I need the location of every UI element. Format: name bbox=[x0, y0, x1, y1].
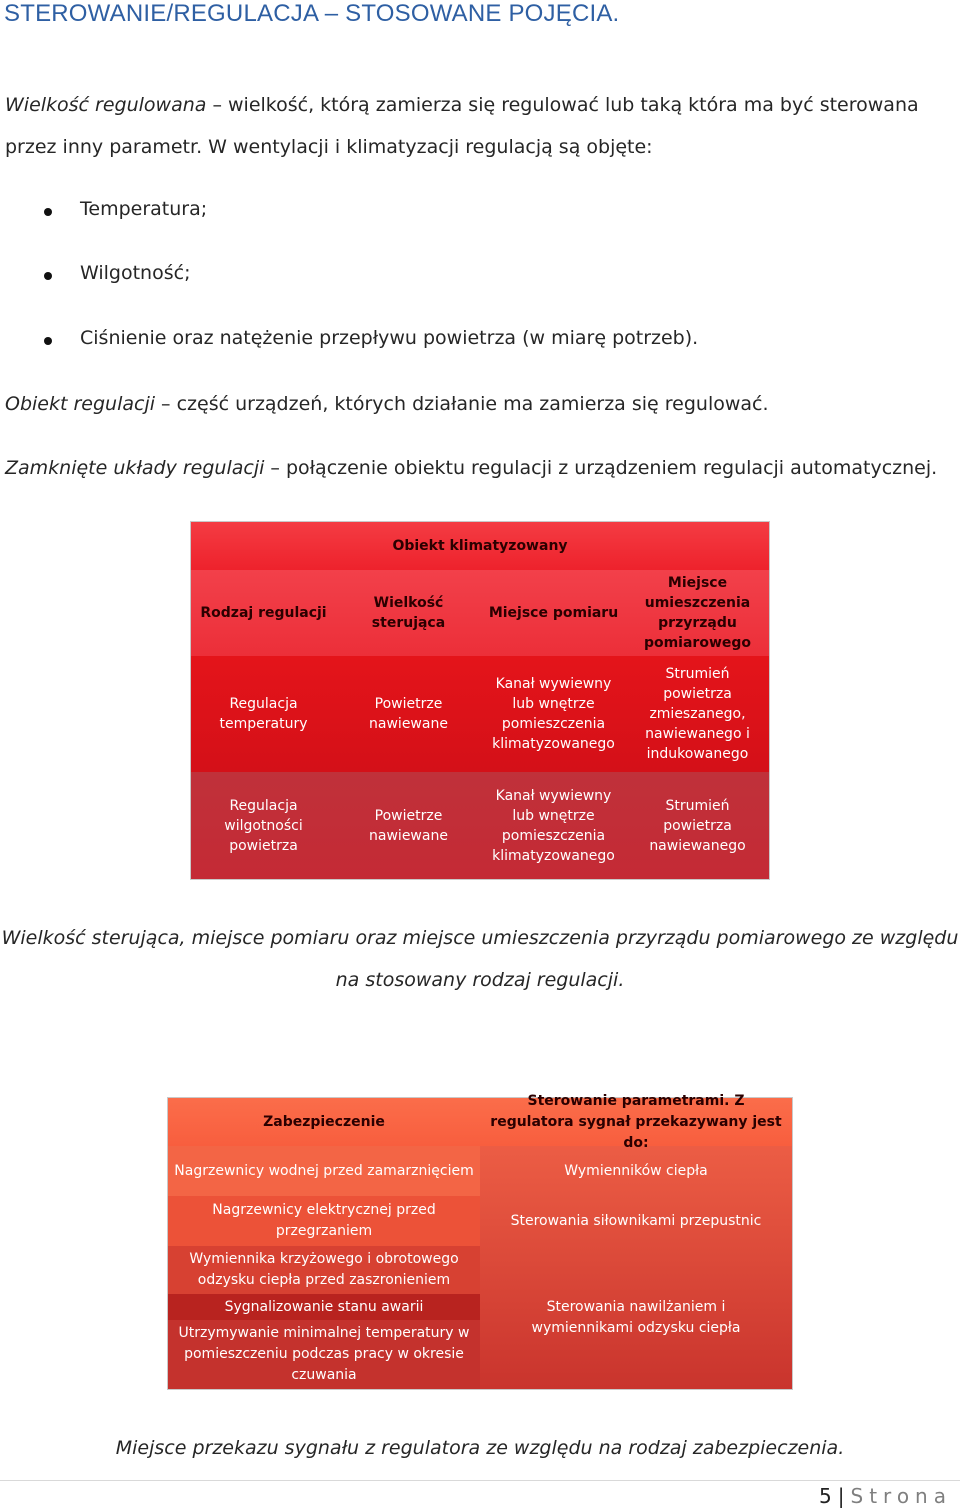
table-cell: Wymienników ciepła bbox=[564, 1162, 708, 1179]
intro-paragraph bbox=[5, 84, 957, 168]
term: Zamknięte układy regulacji bbox=[5, 457, 265, 479]
list-item-text: Wilgotność; bbox=[80, 262, 191, 284]
table1-caption bbox=[0, 917, 960, 1001]
table-cell: Strumień powietrza zmieszanego, nawiewanego i indukowanego bbox=[645, 666, 750, 762]
column-header: Miejsce umieszczenia przyrządu pomiarowego bbox=[643, 575, 752, 651]
table-cell: Nagrzewnicy elektrycznej przed przegrzaniem bbox=[168, 1196, 480, 1246]
page-number: 5 bbox=[819, 1484, 832, 1508]
table-cell: Powietrze nawiewane bbox=[369, 696, 448, 732]
column-header: Zabezpieczenie bbox=[168, 1098, 480, 1146]
footer-divider bbox=[0, 1480, 960, 1481]
table-cell: Sterowania siłownikami przepustnic bbox=[510, 1212, 762, 1229]
bullet-icon bbox=[44, 272, 52, 280]
column-header: Miejsce pomiaru bbox=[488, 605, 619, 621]
table-cell: Kanał wywiewny lub wnętrze pomieszczenia klimatyzowanego bbox=[492, 676, 615, 752]
page-label: Strona bbox=[850, 1484, 952, 1508]
table-cell: Regulacja temperatury bbox=[219, 696, 308, 732]
list-item-text: Temperatura; bbox=[80, 198, 208, 220]
table-cell: Sterowania nawilżaniem i wymiennikami odzysku ciepła bbox=[531, 1299, 741, 1336]
footer-separator: | bbox=[837, 1484, 845, 1508]
table-cell: Regulacja wilgotności powietrza bbox=[224, 797, 303, 854]
table-cell: Sygnalizowanie stanu awarii bbox=[168, 1294, 480, 1320]
table-title-band bbox=[191, 522, 769, 570]
list-item bbox=[0, 327, 900, 357]
left-column bbox=[168, 1098, 480, 1389]
page-title: STEROWANIE/REGULACJA – STOSOWANE POJĘCIA. bbox=[4, 0, 620, 27]
table2-caption: Miejsce przekazu sygnału z regulatora ze względu na rodzaj zabezpieczenia. bbox=[115, 1437, 845, 1459]
term: Obiekt regulacji bbox=[5, 393, 156, 415]
page-footer bbox=[819, 1484, 952, 1508]
right-column bbox=[480, 1092, 792, 1389]
table-header-row bbox=[191, 570, 769, 656]
table-title: Obiekt klimatyzowany bbox=[392, 538, 568, 554]
column-header: Wielkość sterująca bbox=[371, 595, 446, 631]
definition-text-line2: przez inny parametr. W wentylacji i klimatyzacji regulacją są objęte: bbox=[5, 136, 653, 158]
definition-zamkniete bbox=[5, 447, 957, 489]
table-cell: Kanał wywiewny lub wnętrze pomieszczenia klimatyzowanego bbox=[492, 787, 615, 864]
definition-obiekt bbox=[5, 383, 957, 425]
caption-line: Wielkość sterująca, miejsce pomiaru oraz miejsce umieszczenia przyrządu pomiarowego ze względu bbox=[1, 927, 959, 949]
table-row bbox=[191, 656, 769, 772]
term-wielkosc-regulowana: Wielkość regulowana bbox=[5, 94, 207, 116]
bullet-icon bbox=[44, 337, 52, 345]
caption-line: na stosowany rodzaj regulacji. bbox=[335, 969, 625, 991]
table-cell: Powietrze nawiewane bbox=[369, 807, 448, 844]
definition-text: – wielkość, którą zamierza się regulować lub taką która ma być sterowana bbox=[206, 94, 919, 116]
table-cell: Strumień powietrza nawiewanego bbox=[649, 797, 746, 854]
protection-table bbox=[167, 1092, 793, 1390]
list-item bbox=[0, 262, 900, 292]
list-item bbox=[0, 198, 900, 228]
column-header: Sterowanie parametrami. Z regulatora sygnał przekazywany jest do: bbox=[480, 1098, 792, 1146]
list-item-text: Ciśnienie oraz natężenie przepływu powietrza (w miarę potrzeb). bbox=[80, 327, 699, 349]
regulation-table bbox=[190, 521, 770, 880]
table-cell: Nagrzewnicy wodnej przed zamarznięciem bbox=[168, 1146, 480, 1196]
bullet-icon bbox=[44, 208, 52, 216]
definition-text: – połączenie obiektu regulacji z urządzeniem regulacji automatycznej. bbox=[264, 457, 938, 479]
definition-text: – część urządzeń, których działanie ma zamierza się regulować. bbox=[155, 393, 769, 415]
table-cell: Wymiennika krzyżowego i obrotowego odzysku ciepła przed zaszronieniem bbox=[168, 1246, 480, 1294]
table-cell: Utrzymywanie minimalnej temperatury w pomieszczeniu podczas pracy w okresie czuwania bbox=[168, 1320, 480, 1389]
table-row bbox=[191, 772, 769, 879]
column-header: Rodzaj regulacji bbox=[200, 605, 327, 621]
